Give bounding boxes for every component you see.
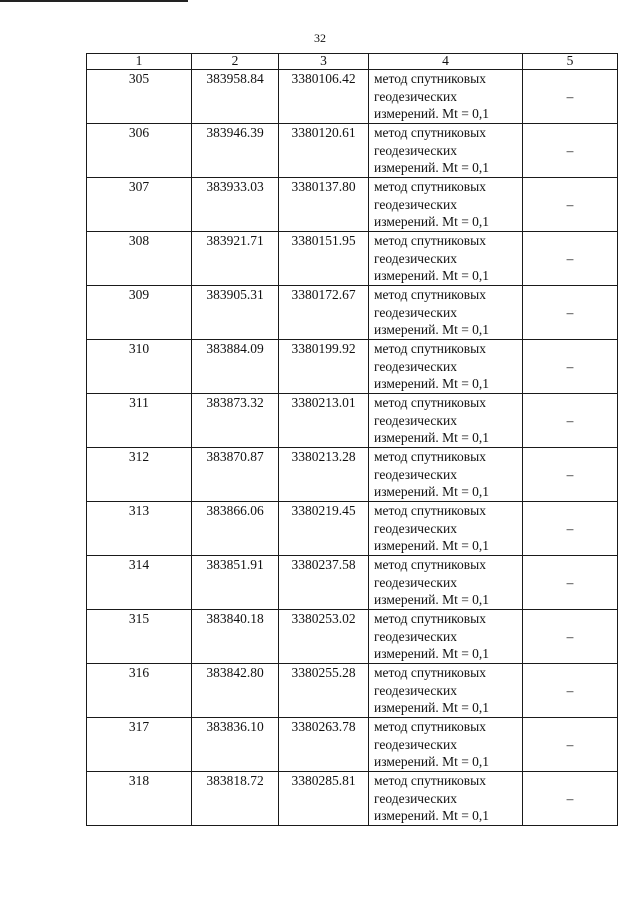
page-number: 32 [314,31,326,45]
note-cell: – [523,232,618,286]
header-col-1: 1 [87,54,192,70]
note-cell: – [523,610,618,664]
method-line: измерений. Mt = 0,1 [374,484,490,499]
y-coordinate-cell: 3380199.92 [279,340,369,394]
method-line: метод спутниковых [374,503,486,518]
table-row [87,772,618,826]
point-number-cell: 306 [87,124,192,178]
x-coordinate-cell: 383870.87 [192,448,279,502]
point-number-cell: 315 [87,610,192,664]
point-number-cell: 311 [87,394,192,448]
method-line: измерений. Mt = 0,1 [374,538,490,553]
method-line: измерений. Mt = 0,1 [374,808,490,823]
method-line: геодезических [374,142,457,158]
method-line: измерений. Mt = 0,1 [374,430,490,445]
method-line: метод спутниковых [374,773,486,788]
table-row [87,70,618,124]
method-cell [369,178,523,232]
table-row [87,286,618,340]
x-coordinate-cell: 383818.72 [192,772,279,826]
method-line: измерений. Mt = 0,1 [374,646,490,661]
y-coordinate-cell: 3380263.78 [279,718,369,772]
x-coordinate-cell: 383836.10 [192,718,279,772]
x-coordinate-cell: 383946.39 [192,124,279,178]
method-line: геодезических [374,790,457,806]
coordinates-table [86,53,618,826]
method-line: измерений. Mt = 0,1 [374,700,490,715]
top-rule [0,0,188,2]
method-line: геодезических [374,412,457,428]
method-line: измерений. Mt = 0,1 [374,106,490,121]
method-line: метод спутниковых [374,611,486,626]
method-cell [369,772,523,826]
note-cell: – [523,394,618,448]
table-header [87,54,618,70]
method-line: измерений. Mt = 0,1 [374,214,490,229]
method-cell [369,502,523,556]
method-line: метод спутниковых [374,449,486,464]
header-col-5: 5 [523,54,618,70]
y-coordinate-cell: 3380213.28 [279,448,369,502]
method-line: геодезических [374,628,457,644]
table-body [87,70,618,826]
method-cell [369,556,523,610]
point-number-cell: 312 [87,448,192,502]
method-cell [369,664,523,718]
method-line: метод спутниковых [374,287,486,302]
y-coordinate-cell: 3380120.61 [279,124,369,178]
y-coordinate-cell: 3380137.80 [279,178,369,232]
method-line: геодезических [374,520,457,536]
method-line: метод спутниковых [374,665,486,680]
note-cell: – [523,502,618,556]
x-coordinate-cell: 383873.32 [192,394,279,448]
table-row [87,664,618,718]
method-line: метод спутниковых [374,233,486,248]
method-cell [369,286,523,340]
method-line: геодезических [374,304,457,320]
y-coordinate-cell: 3380219.45 [279,502,369,556]
table-row [87,718,618,772]
method-line: геодезических [374,88,457,104]
method-cell [369,340,523,394]
method-line: измерений. Mt = 0,1 [374,160,490,175]
note-cell: – [523,70,618,124]
note-cell: – [523,718,618,772]
y-coordinate-cell: 3380255.28 [279,664,369,718]
method-line: геодезических [374,250,457,266]
method-line: метод спутниковых [374,125,486,140]
point-number-cell: 316 [87,664,192,718]
table-row [87,610,618,664]
note-cell: – [523,772,618,826]
method-cell [369,718,523,772]
method-line: метод спутниковых [374,71,486,86]
method-line: измерений. Mt = 0,1 [374,754,490,769]
header-col-3: 3 [279,54,369,70]
point-number-cell: 307 [87,178,192,232]
method-line: измерений. Mt = 0,1 [374,322,490,337]
note-cell: – [523,340,618,394]
y-coordinate-cell: 3380253.02 [279,610,369,664]
method-line: геодезических [374,358,457,374]
table-row [87,124,618,178]
header-col-2: 2 [192,54,279,70]
x-coordinate-cell: 383921.71 [192,232,279,286]
table-row [87,556,618,610]
method-cell [369,70,523,124]
method-line: измерений. Mt = 0,1 [374,268,490,283]
method-line: геодезических [374,466,457,482]
method-line: метод спутниковых [374,179,486,194]
method-line: метод спутниковых [374,557,486,572]
method-cell [369,124,523,178]
point-number-cell: 313 [87,502,192,556]
method-line: измерений. Mt = 0,1 [374,592,490,607]
point-number-cell: 305 [87,70,192,124]
point-number-cell: 309 [87,286,192,340]
note-cell: – [523,286,618,340]
method-line: геодезических [374,574,457,590]
table-row [87,502,618,556]
method-cell [369,232,523,286]
note-cell: – [523,124,618,178]
method-line: метод спутниковых [374,719,486,734]
method-line: геодезических [374,196,457,212]
header-row [87,54,618,70]
x-coordinate-cell: 383866.06 [192,502,279,556]
note-cell: – [523,556,618,610]
x-coordinate-cell: 383842.80 [192,664,279,718]
note-cell: – [523,664,618,718]
method-cell [369,448,523,502]
method-line: измерений. Mt = 0,1 [374,376,490,391]
table-row [87,232,618,286]
x-coordinate-cell: 383851.91 [192,556,279,610]
table-row [87,448,618,502]
point-number-cell: 310 [87,340,192,394]
header-col-4: 4 [369,54,523,70]
table-row [87,178,618,232]
method-cell [369,394,523,448]
y-coordinate-cell: 3380237.58 [279,556,369,610]
y-coordinate-cell: 3380172.67 [279,286,369,340]
note-cell: – [523,448,618,502]
method-cell [369,610,523,664]
method-line: метод спутниковых [374,395,486,410]
point-number-cell: 318 [87,772,192,826]
x-coordinate-cell: 383840.18 [192,610,279,664]
method-line: метод спутниковых [374,341,486,356]
note-cell: – [523,178,618,232]
method-line: геодезических [374,682,457,698]
table-row [87,340,618,394]
y-coordinate-cell: 3380213.01 [279,394,369,448]
x-coordinate-cell: 383958.84 [192,70,279,124]
x-coordinate-cell: 383933.03 [192,178,279,232]
y-coordinate-cell: 3380151.95 [279,232,369,286]
point-number-cell: 314 [87,556,192,610]
point-number-cell: 317 [87,718,192,772]
table-row [87,394,618,448]
x-coordinate-cell: 383905.31 [192,286,279,340]
point-number-cell: 308 [87,232,192,286]
x-coordinate-cell: 383884.09 [192,340,279,394]
method-line: геодезических [374,736,457,752]
y-coordinate-cell: 3380285.81 [279,772,369,826]
y-coordinate-cell: 3380106.42 [279,70,369,124]
